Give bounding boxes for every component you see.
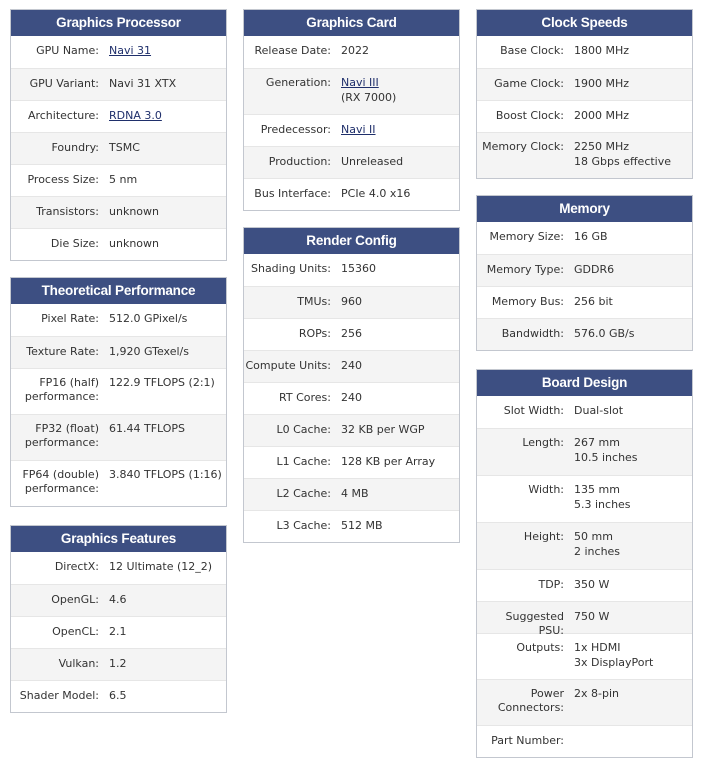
spec-value-text: 2250 MHz — [574, 140, 630, 153]
spec-label: Part Number: — [491, 734, 564, 747]
panel-title: Graphics Card — [244, 10, 459, 36]
render-config-panel — [243, 227, 460, 543]
spec-value-text: 350 W — [574, 578, 610, 591]
spec-value-text: 16 GB — [574, 230, 608, 243]
spec-value-text: 4.6 — [109, 593, 127, 606]
spec-value-text: 1.2 — [109, 657, 127, 670]
spec-value-text: 12 Ultimate (12_2) — [109, 560, 213, 573]
spec-value-secondary: 3x DisplayPort — [574, 655, 654, 669]
spec-value — [341, 187, 459, 210]
spec-value — [341, 155, 459, 178]
spec-value-text: 2x 8-pin — [574, 687, 619, 700]
spec-value-text: 576.0 GB/s — [574, 327, 635, 340]
spec-value-text: 2.1 — [109, 625, 127, 638]
spec-value — [109, 173, 226, 196]
spec-label: Memory Bus: — [491, 295, 564, 308]
panel-title: Theoretical Performance — [11, 278, 226, 304]
spec-value-link[interactable]: RDNA 3.0 — [109, 109, 162, 122]
spec-label: Boost Clock: — [495, 109, 564, 122]
spec-value-text: 2022 — [341, 44, 369, 57]
spec-value — [574, 404, 692, 428]
spec-label — [11, 376, 109, 414]
spec-row — [477, 36, 692, 68]
spec-value-text: 240 — [341, 359, 362, 372]
spec-row — [477, 100, 692, 132]
spec-row — [244, 36, 459, 68]
spec-row — [244, 446, 459, 478]
spec-value-text: 256 — [341, 327, 362, 340]
spec-value[interactable] — [341, 123, 459, 146]
spec-row — [11, 584, 226, 616]
spec-value-text: 512.0 GPixel/s — [109, 312, 188, 325]
spec-label: Die Size: — [50, 237, 99, 250]
spec-label: Width: — [528, 483, 564, 496]
spec-value[interactable] — [341, 76, 459, 114]
spec-label: L3 Cache: — [276, 519, 331, 532]
spec-label: RT Cores: — [279, 391, 331, 404]
spec-row — [11, 648, 226, 680]
spec-value-link[interactable]: Navi II — [341, 123, 376, 136]
spec-row — [477, 725, 692, 757]
spec-label: GPU Name: — [36, 44, 99, 57]
spec-value — [574, 578, 692, 601]
spec-label — [11, 468, 109, 506]
spec-row — [477, 601, 692, 637]
spec-label: L2 Cache: — [276, 487, 331, 500]
spec-value — [341, 487, 459, 510]
spec-row — [11, 196, 226, 228]
spec-value — [574, 77, 692, 100]
spec-value-text: 750 W — [574, 610, 610, 623]
spec-value-text: 1,920 GTexel/s — [109, 345, 189, 358]
spec-label: ROPs: — [298, 327, 331, 340]
spec-row — [244, 146, 459, 178]
spec-label: Compute Units: — [245, 359, 331, 372]
memory-panel — [476, 195, 693, 351]
spec-label: TMUs: — [297, 295, 331, 308]
panel-title: Clock Speeds — [477, 10, 692, 36]
spec-value[interactable] — [109, 109, 226, 132]
spec-value-text: 1900 MHz — [574, 77, 630, 90]
spec-value — [341, 44, 459, 68]
spec-value-text: 512 MB — [341, 519, 383, 532]
spec-label-line: FP16 (half) — [39, 376, 99, 389]
spec-value — [341, 519, 459, 542]
spec-value — [574, 530, 692, 569]
spec-label — [11, 422, 109, 460]
spec-label: L0 Cache: — [276, 423, 331, 436]
spec-value — [574, 327, 692, 350]
spec-row — [244, 254, 459, 286]
spec-value-text: unknown — [109, 205, 159, 218]
spec-value — [574, 109, 692, 132]
board-design-panel — [476, 369, 693, 758]
spec-value[interactable] — [109, 44, 226, 68]
spec-row — [244, 68, 459, 114]
spec-row — [244, 114, 459, 146]
spec-label: Transistors: — [36, 205, 99, 218]
spec-row — [11, 616, 226, 648]
spec-value — [574, 610, 692, 633]
spec-row — [477, 254, 692, 286]
spec-label — [477, 687, 574, 725]
spec-row — [477, 286, 692, 318]
spec-row — [11, 552, 226, 584]
spec-value — [341, 391, 459, 414]
spec-label-line: performance: — [24, 482, 99, 495]
spec-row — [477, 569, 692, 601]
spec-label-line: FP64 (double) — [22, 468, 99, 481]
spec-value-secondary: 18 Gbps effective — [574, 154, 672, 168]
graphics-card-panel — [243, 9, 460, 211]
spec-row — [477, 679, 692, 725]
spec-row — [11, 368, 226, 414]
spec-label: Pixel Rate: — [41, 312, 99, 325]
spec-label: Release Date: — [254, 44, 331, 57]
spec-value-text: 135 mm — [574, 483, 620, 496]
spec-value-text: 1800 MHz — [574, 44, 630, 57]
spec-value-text: Dual-slot — [574, 404, 624, 417]
spec-value-text: 267 mm — [574, 436, 620, 449]
spec-label: Bandwidth: — [501, 327, 564, 340]
spec-row — [477, 132, 692, 178]
graphics-features-panel — [10, 525, 227, 713]
spec-label: Game Clock: — [494, 77, 564, 90]
spec-row — [244, 350, 459, 382]
spec-row — [477, 318, 692, 350]
spec-row — [244, 178, 459, 210]
spec-value-text: unknown — [109, 237, 159, 250]
spec-row — [11, 680, 226, 712]
theoretical-performance-panel — [10, 277, 227, 507]
spec-value — [341, 455, 459, 478]
spec-label-line: performance: — [24, 436, 99, 449]
spec-value-text: 256 bit — [574, 295, 613, 308]
spec-value-text: PCIe 4.0 x16 — [341, 187, 411, 200]
spec-row — [477, 428, 692, 475]
spec-value — [109, 422, 226, 460]
spec-value — [341, 359, 459, 382]
spec-row — [477, 522, 692, 569]
spec-row — [477, 475, 692, 522]
spec-value — [109, 312, 226, 336]
spec-label: Texture Rate: — [26, 345, 99, 358]
spec-value — [109, 237, 226, 260]
spec-label: Shading Units: — [250, 262, 331, 275]
spec-label: Bus Interface: — [254, 187, 331, 200]
spec-row — [477, 222, 692, 254]
spec-row — [11, 460, 226, 506]
spec-value-secondary: 5.3 inches — [574, 497, 631, 511]
spec-value-text: 61.44 TFLOPS — [109, 422, 186, 435]
spec-value-text: 4 MB — [341, 487, 369, 500]
spec-row — [11, 132, 226, 164]
spec-value-secondary: (RX 7000) — [341, 90, 397, 104]
spec-value — [109, 468, 226, 506]
spec-row — [244, 478, 459, 510]
spec-value — [341, 295, 459, 318]
spec-label-line: FP32 (float) — [35, 422, 99, 435]
spec-value-text: 5 nm — [109, 173, 138, 186]
panel-title: Board Design — [477, 370, 692, 396]
spec-label: Predecessor: — [260, 123, 331, 136]
clock-speeds-panel — [476, 9, 693, 179]
spec-value — [109, 689, 226, 712]
spec-row — [477, 68, 692, 100]
spec-label-line: performance: — [24, 390, 99, 403]
spec-label: Memory Clock: — [482, 140, 564, 153]
spec-label: GPU Variant: — [29, 77, 99, 90]
spec-value-text: 2000 MHz — [574, 109, 630, 122]
spec-value-text: 50 mm — [574, 530, 613, 543]
spec-value — [109, 141, 226, 164]
spec-value — [574, 230, 692, 254]
panel-title: Graphics Features — [11, 526, 226, 552]
spec-label: Architecture: — [27, 109, 99, 122]
spec-value-text: GDDR6 — [574, 263, 615, 276]
spec-value — [574, 263, 692, 286]
spec-value — [109, 205, 226, 228]
spec-value-text: 1x HDMI — [574, 641, 621, 654]
spec-row — [244, 286, 459, 318]
spec-label: Length: — [522, 436, 564, 449]
spec-label: OpenGL: — [51, 593, 99, 606]
spec-label: Vulkan: — [58, 657, 99, 670]
spec-label: L1 Cache: — [276, 455, 331, 468]
spec-value — [574, 734, 692, 757]
spec-row — [244, 510, 459, 542]
spec-value — [574, 44, 692, 68]
spec-row — [11, 336, 226, 368]
spec-row — [11, 164, 226, 196]
spec-row — [244, 382, 459, 414]
graphics-processor-panel — [10, 9, 227, 261]
spec-row — [11, 228, 226, 260]
spec-value-text: Unreleased — [341, 155, 404, 168]
spec-value-secondary: 2 inches — [574, 544, 621, 558]
spec-row — [11, 100, 226, 132]
spec-value-secondary: 10.5 inches — [574, 450, 638, 464]
spec-value — [341, 327, 459, 350]
spec-row — [244, 414, 459, 446]
spec-row — [11, 68, 226, 100]
spec-value-text: 128 KB per Array — [341, 455, 436, 468]
spec-label-line: Connectors: — [497, 701, 564, 714]
spec-value — [109, 657, 226, 680]
spec-value — [341, 262, 459, 286]
spec-value-text: 15360 — [341, 262, 376, 275]
spec-label: Memory Size: — [489, 230, 564, 243]
spec-label: Slot Width: — [503, 404, 564, 417]
spec-label: OpenCL: — [52, 625, 99, 638]
spec-value-text: Navi 31 XTX — [109, 77, 177, 90]
spec-label: Shader Model: — [19, 689, 99, 702]
spec-value — [574, 436, 692, 475]
spec-value-text: 122.9 TFLOPS (2:1) — [109, 376, 215, 389]
spec-label-line: Power — [530, 687, 564, 700]
spec-value — [574, 140, 692, 178]
spec-value — [109, 345, 226, 368]
panel-title: Graphics Processor — [11, 10, 226, 36]
spec-value-text: 240 — [341, 391, 362, 404]
spec-label: Generation: — [265, 76, 331, 89]
spec-value — [109, 593, 226, 616]
spec-value — [109, 625, 226, 648]
spec-value-text: 960 — [341, 295, 362, 308]
spec-value — [109, 77, 226, 100]
spec-value — [574, 483, 692, 522]
spec-value-text: 6.5 — [109, 689, 127, 702]
panel-title: Render Config — [244, 228, 459, 254]
spec-label: Base Clock: — [500, 44, 564, 57]
spec-value-text: 32 KB per WGP — [341, 423, 425, 436]
spec-value — [574, 295, 692, 318]
spec-label: TDP: — [538, 578, 564, 591]
spec-value — [574, 687, 692, 725]
spec-label: Suggested PSU: — [505, 610, 564, 637]
spec-row — [11, 414, 226, 460]
spec-label: Process Size: — [27, 173, 99, 186]
spec-value — [341, 423, 459, 446]
spec-value-link[interactable]: Navi 31 — [109, 44, 152, 57]
panel-title: Memory — [477, 196, 692, 222]
spec-label: Memory Type: — [486, 263, 564, 276]
spec-value — [109, 376, 226, 414]
spec-label: Height: — [523, 530, 564, 543]
spec-label: Outputs: — [516, 641, 564, 654]
spec-row — [477, 396, 692, 428]
spec-label: Foundry: — [51, 141, 99, 154]
spec-label: DirectX: — [54, 560, 99, 573]
spec-row — [244, 318, 459, 350]
spec-row — [11, 304, 226, 336]
spec-value-text: 3.840 TFLOPS (1:16) — [109, 468, 222, 481]
spec-label: Production: — [268, 155, 331, 168]
spec-value — [109, 560, 226, 584]
spec-row — [11, 36, 226, 68]
spec-value-link[interactable]: Navi III — [341, 76, 379, 89]
spec-value-text: TSMC — [109, 141, 140, 154]
spec-value — [574, 641, 692, 679]
spec-row — [477, 633, 692, 679]
